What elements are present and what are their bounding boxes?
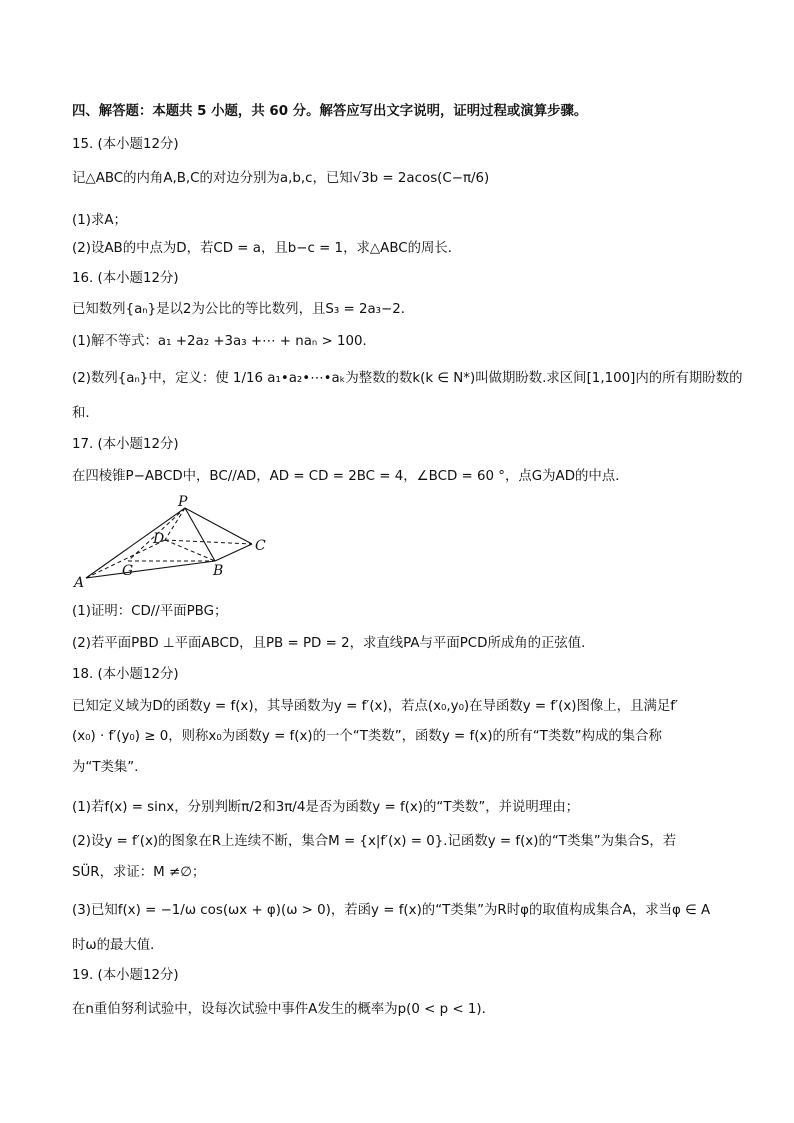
text-line: (2)设y = f′(x)的图象在R上连续不断，集合M = {x|f′(x) = 0}.记函数y = f(x)的“T类集”为集合S，若 [72,834,677,849]
text-line: 为“T类集”． [72,760,148,775]
text-line: SÜR，求证：M ≠∅； [72,865,206,880]
text-line: 18. (本小题12分) [72,667,179,682]
text-line: (2)若平面PBD ⊥平面ABCD，且PB = PD = 2，求直线PA与平面PCD所成角的正弦值． [72,636,595,651]
edge-BC [215,544,252,561]
text-line: 在n重伯努利试验中，设每次试验中事件A发生的概率为p(0 < p < 1)． [72,1002,495,1017]
text-line: 时ω的最大值． [72,938,164,953]
text-line: (3)已知f(x) = −1/ω cos(ωx + φ)(ω > 0)，若函y = f(x)的“T类集”为R时φ的取值构成集合A，求当φ ∈ A [72,903,711,918]
text-line: (1)解不等式：a₁ +2a₂ +3a₃ +⋯ + naₙ > 100． [72,334,376,349]
text-line: (x₀) · f′(y₀) ≥ 0，则称x₀为函数y = f(x)的一个“T类数”，函数y = f(x)的所有“T类数”构成的集合称 [72,729,662,744]
text-line: 19. (本小题12分) [72,968,179,983]
label-G: G [122,563,134,579]
label-B: B [213,563,224,579]
text-line: 16. (本小题12分) [72,271,179,286]
text-line: 和． [72,406,99,421]
text-line: 记△ABC的内角A,B,C的对边分别为a,b,c，已知√3b = 2acos(C−π/6) [72,171,490,186]
edge-AB [86,561,215,578]
edge-DB [165,540,215,561]
pyramid-figure [70,493,270,593]
label-P: P [178,494,188,510]
text-line: (2)设AB的中点为D，若CD = a，且b−c = 1，求△ABC的周长． [72,241,462,256]
text-line: 四、解答题：本题共 5 小题，共 60 分。解答应写出文字说明，证明过程或演算步骤。 [72,104,588,119]
text-line: (1)证明：CD//平面PBG； [72,604,228,619]
text-line: 在四棱锥P−ABCD中，BC//AD，AD = CD = 2BC = 4，∠BCD = 60 °，点G为AD的中点． [72,469,629,484]
text-line: (1)若f(x) = sinx，分别判断π/2和3π/4是否为函数y = f(x)的“T类数”，并说明理由； [72,800,579,815]
text-line: 已知定义域为D的函数y = f(x)，其导函数为y = f′(x)，若点(x₀,y₀)在导函数y = f′(x)图像上，且满足f′ [72,699,678,714]
edge-PA [86,508,185,578]
text-line: 已知数列{aₙ}是以2为公比的等比数列，且S₃ = 2a₃−2． [72,302,415,317]
label-D: D [153,531,165,547]
text-line: 15. (本小题12分) [72,137,179,152]
edge-DC [165,540,252,544]
text-line: (1)求A； [72,213,127,228]
text-line: (2)数列{aₙ}中，定义：使 1/16 a₁•a₂•⋯•aₖ为整数的数k(k ∈ N*)叫做期盼数.求区间[1,100]内的所有期盼数的 [72,371,743,386]
label-C: C [255,538,266,554]
label-A: A [74,575,85,591]
text-line: 17. (本小题12分) [72,437,179,452]
